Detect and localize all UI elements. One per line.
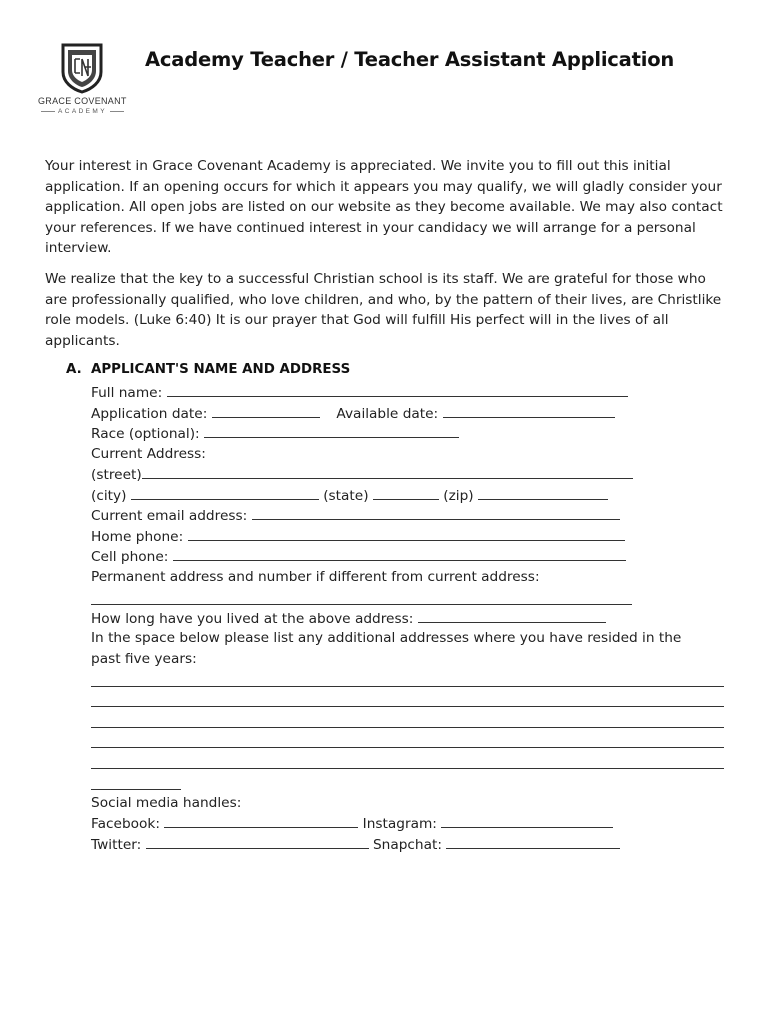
home-phone-field[interactable] — [188, 526, 625, 541]
additional-addresses-label: In the space below please list any additional addresses where you have resided in the — [91, 630, 682, 646]
full-name-row — [91, 382, 628, 402]
full-name-label: Full name: — [91, 385, 163, 401]
race-row — [91, 423, 459, 443]
race-label: Race (optional): — [91, 426, 200, 442]
full-name-field[interactable] — [167, 382, 628, 397]
logo-school-name: GRACE COVENANT — [38, 96, 127, 106]
cell-phone-label: Cell phone: — [91, 549, 169, 565]
additional-address-line[interactable] — [91, 747, 724, 748]
logo-school-subtitle: ACADEMY — [38, 108, 126, 115]
state-label: (state) — [323, 488, 369, 504]
current-address-label: Current Address: — [91, 446, 206, 462]
email-row — [91, 505, 620, 525]
zip-label: (zip) — [443, 488, 474, 504]
available-date-label: Available date: — [336, 406, 439, 422]
permanent-address-row — [91, 567, 540, 587]
race-field[interactable] — [204, 423, 459, 438]
additional-addresses-row-1 — [91, 628, 681, 648]
shield-icon — [60, 42, 104, 94]
street-row — [91, 464, 633, 484]
instagram-field[interactable] — [441, 813, 613, 828]
email-field[interactable] — [252, 505, 620, 520]
home-phone-row — [91, 526, 625, 546]
intro-paragraph-1: Your interest in Grace Covenant Academy is appreciated. We invite you to fill out this initial application. If an opening occurs for which it appears you may qualify, we will gladly consider your application. All open jobs are listed on our website as they become available. We may also contact your references. If we have continued interest in your candidacy we will arrange for a personal interview. — [45, 158, 723, 257]
state-field[interactable] — [373, 485, 439, 500]
home-phone-label: Home phone: — [91, 529, 184, 545]
available-date-field[interactable] — [443, 403, 615, 418]
permanent-address-label: Permanent address and number if different from current address: — [91, 569, 540, 585]
cell-phone-field[interactable] — [173, 546, 626, 561]
facebook-field[interactable] — [164, 813, 358, 828]
how-long-field[interactable] — [418, 608, 606, 623]
additional-addresses-row-2 — [91, 649, 197, 669]
school-logo — [38, 42, 126, 132]
street-field[interactable] — [142, 464, 633, 479]
facebook-instagram-row — [91, 813, 613, 833]
section-a-heading — [66, 362, 350, 377]
instagram-label: Instagram: — [362, 816, 437, 832]
city-label: (city) — [91, 488, 127, 504]
additional-address-line[interactable] — [91, 686, 724, 687]
page-title: Academy Teacher / Teacher Assistant Application — [145, 48, 675, 71]
facebook-label: Facebook: — [91, 816, 160, 832]
current-address-row — [91, 444, 206, 464]
twitter-snapchat-row — [91, 834, 620, 854]
intro-paragraph-2: We realize that the key to a successful Christian school is its staff. We are grateful for those who are professionally qualified, who love children, and who, by the pattern of their lives, are Christlike role models. (Luke 6:40) It is our prayer that God will fulfill His perfect will in the lives of all applicants. — [45, 271, 722, 349]
additional-addresses-label-cont: past five years: — [91, 651, 197, 667]
additional-address-line[interactable] — [91, 727, 724, 728]
street-label: (street) — [91, 467, 142, 483]
twitter-field[interactable] — [146, 834, 369, 849]
application-date-label: Application date: — [91, 406, 208, 422]
section-title: APPLICANT'S NAME AND ADDRESS — [91, 362, 351, 377]
email-label: Current email address: — [91, 508, 248, 524]
additional-address-line[interactable] — [91, 789, 181, 790]
city-state-zip-row — [91, 485, 608, 505]
section-letter: A. — [66, 362, 82, 377]
dates-row — [91, 403, 615, 423]
zip-field[interactable] — [478, 485, 608, 500]
city-field[interactable] — [131, 485, 319, 500]
application-date-field[interactable] — [212, 403, 320, 418]
cell-phone-row — [91, 546, 626, 566]
how-long-label: How long have you lived at the above address: — [91, 611, 414, 627]
additional-address-line[interactable] — [91, 706, 724, 707]
social-media-label: Social media handles: — [91, 795, 242, 811]
snapchat-field[interactable] — [446, 834, 620, 849]
how-long-row — [91, 608, 606, 628]
additional-address-line[interactable] — [91, 768, 724, 769]
snapchat-label: Snapchat: — [372, 837, 442, 853]
twitter-label: Twitter: — [91, 837, 142, 853]
social-media-row — [91, 793, 241, 813]
permanent-address-field[interactable] — [91, 604, 632, 605]
